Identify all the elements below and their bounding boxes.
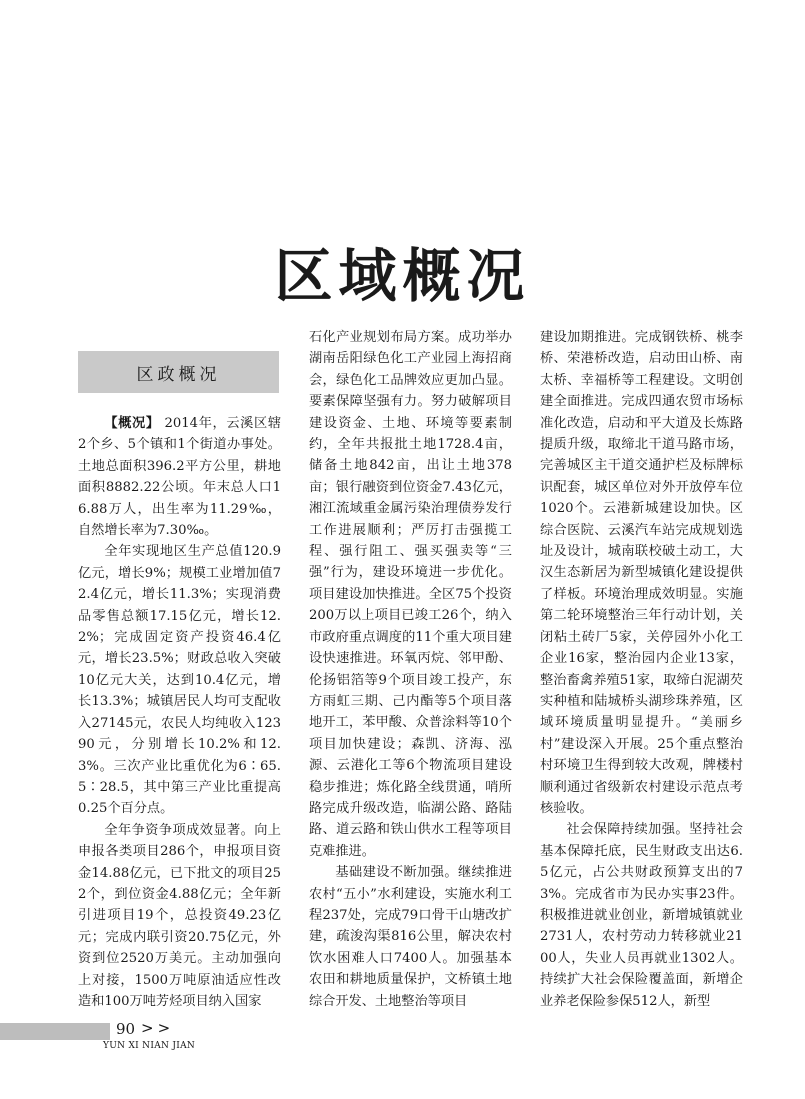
text-column-2 <box>309 327 512 1012</box>
text-column-3 <box>540 327 743 1012</box>
paragraph: 全年实现地区生产总值120.9亿元，增长9%；规模工业增加值72.4亿元，增长11.3%；实现消费品零售总额17.15亿元，增长12.2%；完成固定资产投资46.4亿元，增长23.5%；财政总收入突破10亿元大关，达到10.4亿元，增长13.3%；城镇居民人均可支配收入27145元，农民人均纯收入12390元，分别增长10.2%和12.3%。三次产业比重优化为6∶65.5∶28.5，其中第三产业比重提高0.25个百分点。 <box>78 544 281 817</box>
paragraph-continued: 建设加期推进。完成钢铁桥、桃李桥、荣港桥改造，启动田山桥、南太桥、幸福桥等工程建设。文明创建全面推进。完成四通农贸市场标准化改造，启动和平大道及长炼路提质升级，取缔北干道马路市场，完善城区主干道交通护栏及标牌标识配套，城区单位对外开放停车位1020个。云港新城建设加快。区综合医院、云溪汽车站完成规划选址及设计，城南联校破土动工，大汉生态新居为新型城镇化建设提供了样板。环境治理成效明显。实施第二轮环境整治三年行动计划，关闭粘土砖厂5家，关停园外小化工企业16家，整治园内企业13家，整治畜禽养殖51家，取缔白泥湖芡实种植和陆城桥头湖珍珠养殖，区域环境质量明显提升。“美丽乡村”建设深入开展。25个重点整治村环境卫生得到较大改观，牌楼村顺利通过省级新农村建设示范点考核验收。 <box>540 330 743 816</box>
text-column-1 <box>78 413 281 1012</box>
paragraph: 全年争资争项成效显著。向上申报各类项目286个，申报项目资金14.88亿元，已下批文的项目252个，到位资金4.88亿元；全年新引进项目19个，总投资49.23亿元；完成内联引资20.75亿元，外资到位2520万美元。主动加强向上对接，1500万吨原油适应性改造和100万吨芳烃项目纳入国家 <box>78 822 281 1009</box>
paragraph-overview <box>78 413 281 541</box>
paragraph: 基础建设不断加强。继续推进农村“五小”水利建设，实施水利工程237处，完成79口骨干山塘改扩建，疏浚沟渠816公里，解决农村饮水困难人口7400人。加强基本农田和耕地质量保护，文桥镇土地综合开发、土地整治等项目 <box>309 865 512 1009</box>
section-heading: 区政概况 <box>136 364 221 385</box>
footer-band <box>0 1023 110 1040</box>
page-arrows: >> <box>141 1019 175 1037</box>
paragraph-text: 2014年，云溪区辖2个乡、5个镇和1个街道办事处。土地总面积396.2平方公里，耕地面积8882.22公顷。年末总人口16.88万人，出生率为11.29‰，自然增长率为7.30‰。 <box>78 416 282 539</box>
paragraph: 社会保障持续加强。坚持社会基本保障托底，民生财政支出达6.5亿元，占公共财政预算支出的73%。完成省市为民办实事23件。积极推进就业创业，新增城镇就业2731人，农村劳动力转移就业2100人，失业人员再就业1302人。持续扩大社会保险覆盖面，新增企业养老保险参保512人，新型 <box>540 822 743 1009</box>
paragraph-continued: 石化产业规划布局方案。成功举办湖南岳阳绿色化工产业园上海招商会，绿色化工品牌效应更加凸显。要素保障坚强有力。努力破解项目建设资金、土地、环境等要素制约，全年共报批土地1728.4亩，储备土地842亩，出让土地378亩；银行融资到位资金7.43亿元，湘江流域重金属污染治理债券发行工作进展顺利；严厉打击强揽工程、强行阻工、强买强卖等“三强”行为，建设环境进一步优化。项目建设加快推进。全区75个投资200万以上项目已竣工26个，纳入市政府重点调度的11个重大项目建设快速推进。环氧丙烷、邻甲酚、伦扬铝箔等9个项目竣工投产，东方雨虹三期、己内酯等5个项目落地开工，苯甲酸、众普涂料等10个项目加快建设；森凯、济海、泓源、云港化工等6个物流项目建设稳步推进；炼化路全线贯通，哨所路完成升级改造，临湖公路、路陆路、道云路和铁山供水工程等项目克难推进。 <box>309 330 512 859</box>
lead-label: 【概况】 <box>104 416 160 431</box>
running-title: YUN XI NIAN JIAN <box>103 1041 196 1051</box>
page-number: 90 <box>116 1020 136 1038</box>
page-title: 区域概况 <box>274 241 531 310</box>
section-heading-box <box>78 351 279 393</box>
